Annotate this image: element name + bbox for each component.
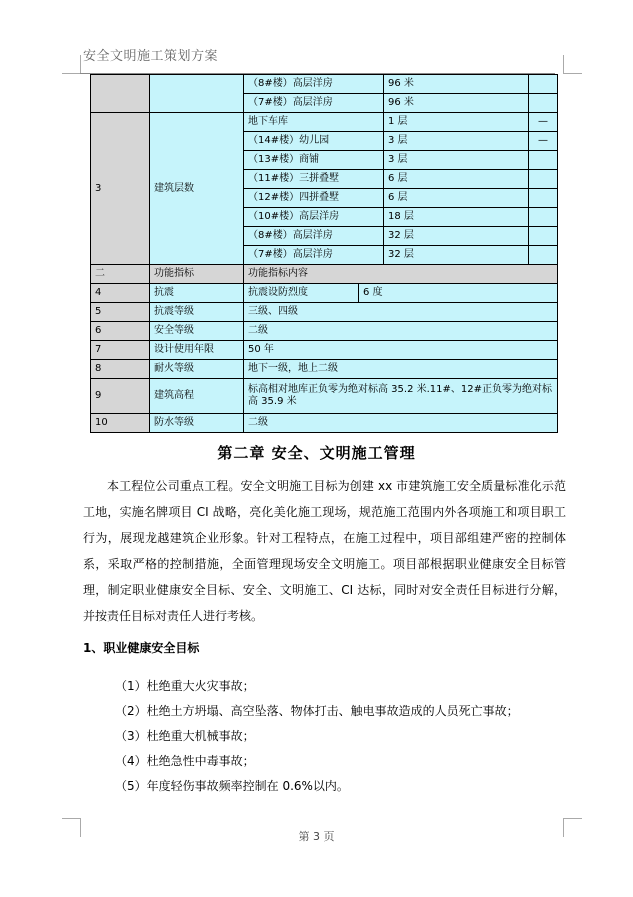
header-title: 安全文明施工策划方案 [83, 49, 219, 64]
chapter-title: 第二章 安全、文明施工管理 [217, 444, 416, 462]
table-cell [150, 75, 244, 113]
table-cell-no: 二 [91, 265, 150, 284]
table-cell-content: 功能指标内容 [244, 265, 558, 284]
table-cell: （7#楼）高层洋房 [244, 246, 384, 265]
table-cell-no: 5 [91, 303, 150, 322]
table-cell-content: 50 年 [244, 341, 558, 360]
table-cell: （13#楼）商铺 [244, 151, 384, 170]
table-cell [529, 227, 558, 246]
table-cell-no: 9 [91, 379, 150, 414]
table-cell-content: 标高相对地库正负零为绝对标高 35.2 米.11#、12#正负零为绝对标高 35.9 米 [244, 379, 558, 414]
table-row [91, 414, 558, 433]
table-row [91, 284, 558, 303]
table-cell-item: 抗震 [150, 284, 244, 303]
table-cell: （8#楼）高层洋房 [244, 75, 384, 94]
table-cell-item: 设计使用年限 [150, 341, 244, 360]
table-cell-content: 二级 [244, 414, 558, 433]
table-row [91, 322, 558, 341]
table-cell: 3 层 [384, 151, 529, 170]
spec-table [90, 74, 558, 433]
table-cell: — [529, 132, 558, 151]
goal-list [115, 674, 519, 799]
table-cell: 32 层 [384, 227, 529, 246]
table-cell: — [529, 113, 558, 132]
table-cell: （10#楼）高层洋房 [244, 208, 384, 227]
table-cell: 18 层 [384, 208, 529, 227]
table-cell: （8#楼）高层洋房 [244, 227, 384, 246]
table-cell: 6 层 [384, 170, 529, 189]
table-cell-item: 防水等级 [150, 414, 244, 433]
table-row [91, 341, 558, 360]
table-cell-no: 4 [91, 284, 150, 303]
table-cell [91, 75, 150, 113]
table-cell-item: 耐火等级 [150, 360, 244, 379]
table-cell: 地下车库 [244, 113, 384, 132]
table-row [91, 379, 558, 414]
crop-mark-top-right [563, 55, 582, 74]
table-cell: 3 层 [384, 132, 529, 151]
table-cell [529, 246, 558, 265]
table-cell: （12#楼）四拼叠墅 [244, 189, 384, 208]
table-cell-content: 地下一级，地上二级 [244, 360, 558, 379]
table-cell: （14#楼）幼儿园 [244, 132, 384, 151]
table-row [91, 75, 558, 94]
table-cell: 32 层 [384, 246, 529, 265]
crop-mark-top-left [62, 55, 81, 74]
table-cell-content: 二级 [244, 322, 558, 341]
table-cell: （7#楼）高层洋房 [244, 94, 384, 113]
table-cell: 96 米 [384, 94, 529, 113]
table-cell: 6 层 [384, 189, 529, 208]
table-cell-content: 三级、四级 [244, 303, 558, 322]
table-row [91, 265, 558, 284]
table-cell-no: 8 [91, 360, 150, 379]
table-cell [529, 170, 558, 189]
table-cell: （11#楼）三拼叠墅 [244, 170, 384, 189]
table-cell-item: 建筑层数 [150, 113, 244, 265]
table-row [91, 113, 558, 132]
table-cell-item: 抗震等级 [150, 303, 244, 322]
table-cell-item: 建筑高程 [150, 379, 244, 414]
list-item: （5）年度轻伤事故频率控制在 0.6%以内。 [115, 779, 349, 793]
table-cell: 抗震设防烈度 [244, 284, 359, 303]
table-cell [529, 94, 558, 113]
table-cell-no: 6 [91, 322, 150, 341]
table-cell [529, 75, 558, 94]
list-item: （4）杜绝急性中毒事故； [115, 754, 255, 768]
table-cell-item: 安全等级 [150, 322, 244, 341]
table-cell-no: 7 [91, 341, 150, 360]
table-cell-no: 3 [91, 113, 150, 265]
table-cell-item: 功能指标 [150, 265, 244, 284]
table-cell [529, 151, 558, 170]
table-cell-no: 10 [91, 414, 150, 433]
body-paragraph: 本工程位公司重点工程。安全文明施工目标为创建 xx 市建筑施工安全质量标准化示范工地，实施名牌项目 CI 战略，亮化美化施工现场，规范施工范围内外各项施工和项目职工行为，展现龙越建筑企业形象。针对工程特点，在施工过程中，项目部组建严密的控制体系，采取严格的控制措施，全面管理现场安全文明施工。项目部根据职业健康安全目标管理，制定职业健康安全目标、安全、文明施工、CI 达标，同时对安全责任目标进行分解，并按责任目标对责任人进行考核。 [83, 479, 566, 623]
table-row [91, 360, 558, 379]
list-item: （1）杜绝重大火灾事故； [115, 679, 255, 693]
table-row [91, 303, 558, 322]
list-item: （3）杜绝重大机械事故； [115, 729, 255, 743]
table-cell: 6 度 [359, 284, 558, 303]
section-title: 1、职业健康安全目标 [83, 641, 200, 655]
table-cell: 96 米 [384, 75, 529, 94]
page-number: 第 3 页 [298, 830, 335, 843]
table-cell [529, 189, 558, 208]
list-item: （2）杜绝土方坍塌、高空坠落、物体打击、触电事故造成的人员死亡事故； [115, 704, 519, 718]
table-cell [529, 208, 558, 227]
table-cell: 1 层 [384, 113, 529, 132]
